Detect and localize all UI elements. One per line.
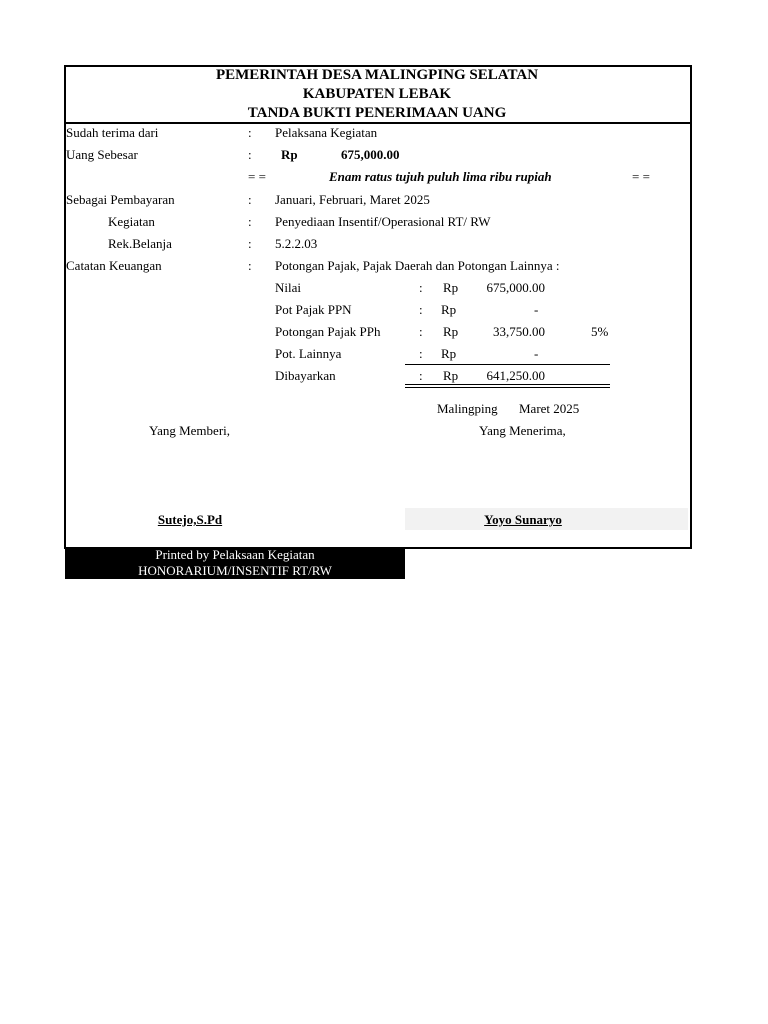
deduction-value: - xyxy=(534,302,539,317)
deduction-value: 641,250.00 xyxy=(486,368,545,383)
colon: : xyxy=(248,214,252,229)
colon: : xyxy=(248,236,252,251)
colon: : xyxy=(248,192,252,207)
words-marker-left: = = xyxy=(248,169,266,184)
deduction-value: - xyxy=(534,346,539,361)
amount-value: 675,000.00 xyxy=(341,147,400,162)
header-divider xyxy=(64,122,690,124)
subtotal-rule xyxy=(405,364,610,365)
account-value: 5.2.2.03 xyxy=(275,236,318,251)
deduction-label: Potongan Pajak PPh xyxy=(275,324,381,339)
colon: : xyxy=(248,258,252,273)
payment-value: Januari, Februari, Maret 2025 xyxy=(275,192,430,207)
colon: : xyxy=(248,125,252,140)
footer-line-1: Printed by Pelaksaan Kegiatan xyxy=(155,547,315,562)
signature-place: Malingping xyxy=(437,401,498,416)
words-marker-right: = = xyxy=(632,169,650,184)
account-label: Rek.Belanja xyxy=(108,236,172,251)
print-footer xyxy=(65,547,405,579)
activity-value: Penyediaan Insentif/Operasional RT/ RW xyxy=(275,214,491,229)
colon: : xyxy=(419,346,423,361)
deduction-currency: Rp xyxy=(443,368,459,383)
deduction-label: Pot Pajak PPN xyxy=(275,302,352,317)
deduction-value: 675,000.00 xyxy=(486,280,545,295)
colon: : xyxy=(419,368,423,383)
received-from-label: Sudah terima dari xyxy=(66,125,159,140)
notes-label: Catatan Keuangan xyxy=(66,258,162,273)
deduction-currency: Rp xyxy=(443,280,459,295)
deduction-currency: Rp xyxy=(443,324,459,339)
colon: : xyxy=(419,324,423,339)
header-regency: KABUPATEN LEBAK xyxy=(302,86,452,102)
total-double-rule xyxy=(405,384,610,388)
colon: : xyxy=(419,280,423,295)
colon: : xyxy=(419,302,423,317)
notes-value: Potongan Pajak, Pajak Daerah dan Potongan Lainnya : xyxy=(275,258,560,273)
colon: : xyxy=(248,147,252,162)
footer-line-2: HONORARIUM/INSENTIF RT/RW xyxy=(138,563,332,578)
deduction-currency: Rp xyxy=(441,302,457,317)
amount-in-words: Enam ratus tujuh puluh lima ribu rupiah xyxy=(329,169,552,184)
deduction-rate: 5% xyxy=(591,324,609,339)
giver-label: Yang Memberi, xyxy=(149,423,231,438)
deduction-currency: Rp xyxy=(441,346,457,361)
amount-label: Uang Sebesar xyxy=(66,147,138,162)
header-government: PEMERINTAH DESA MALINGPING SELATAN xyxy=(215,67,539,83)
amount-currency: Rp xyxy=(281,147,298,162)
received-from-value: Pelaksana Kegiatan xyxy=(275,125,378,140)
signature-date: Maret 2025 xyxy=(519,401,580,416)
receiver-name: Yoyo Sunaryo xyxy=(484,512,562,527)
deduction-value: 33,750.00 xyxy=(493,324,545,339)
activity-label: Kegiatan xyxy=(108,214,155,229)
deduction-label: Dibayarkan xyxy=(275,368,336,383)
deduction-label: Nilai xyxy=(275,280,301,295)
receiver-label: Yang Menerima, xyxy=(479,423,566,438)
header-document-title: TANDA BUKTI PENERIMAAN UANG xyxy=(247,105,507,121)
payment-label: Sebagai Pembayaran xyxy=(66,192,175,207)
giver-name: Sutejo,S.Pd xyxy=(157,512,223,527)
deduction-label: Pot. Lainnya xyxy=(275,346,342,361)
